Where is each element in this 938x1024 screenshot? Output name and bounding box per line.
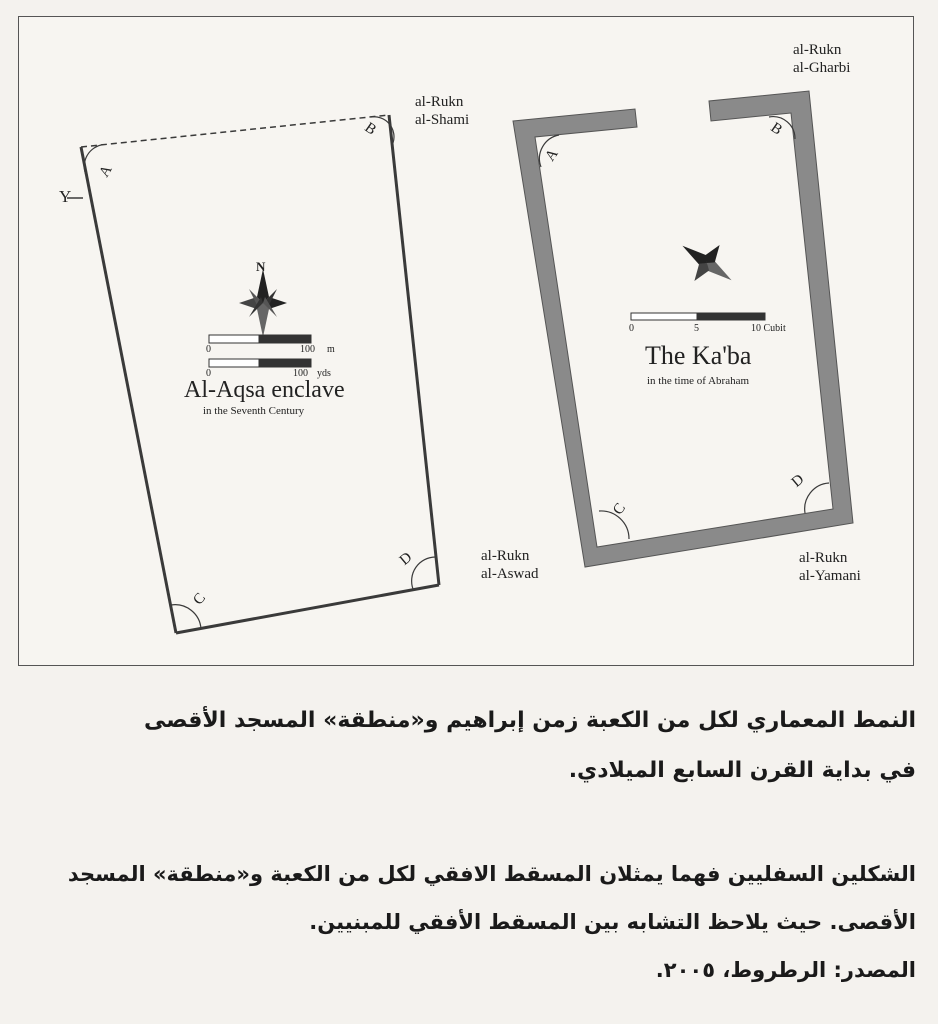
scale-bar-cubit — [631, 313, 765, 320]
label-rukn-gharbi-line1: al-Rukn — [793, 42, 842, 58]
kaaba-corner-label-d: D — [788, 471, 808, 491]
caption-line-4: الأقصى. حيث يلاحظ التشابه بين المسقط الأفقي للمبنيين. — [309, 910, 916, 934]
caption-source: المصدر: الرطروط، ٢٠٠٥. — [655, 958, 916, 982]
label-rukn-yamani-line2: al-Yamani — [799, 568, 861, 584]
al-aqsa-plan — [67, 115, 439, 633]
north-wall-dashed — [81, 115, 389, 147]
scale-bar-yards — [209, 359, 311, 367]
kaaba-corner-label-b: B — [767, 119, 785, 139]
scale-m-end: 100 — [300, 344, 315, 355]
kaaba-corner-label-c: C — [610, 500, 630, 518]
label-rukn-aswad-line2: al-Aswad — [481, 566, 539, 582]
scale-yds-end: 100 — [293, 368, 308, 379]
label-rukn-shami-line1: al-Rukn — [415, 94, 464, 110]
kaaba-title: The Ka'ba — [645, 341, 752, 370]
label-rukn-shami — [415, 93, 469, 129]
label-rukn-yamani — [799, 549, 861, 585]
point-y-label: Y — [59, 187, 72, 206]
kaaba-plan — [513, 91, 853, 567]
figure-frame — [18, 16, 914, 666]
corner-label-a: A — [96, 162, 116, 180]
caption-line-1: النمط المعماري لكل من الكعبة زمن إبراهيم و«منطقة» المسجد الأقصى — [144, 708, 916, 733]
scale-yds-unit: yds — [317, 368, 331, 379]
scale-cubit-end: 10 Cubit — [751, 323, 786, 334]
south-wall — [176, 585, 439, 633]
label-rukn-shami-line2: al-Shami — [415, 112, 470, 128]
corner-label-b: B — [361, 119, 379, 139]
compass-rose-right — [670, 228, 744, 298]
label-rukn-aswad-line1: al-Rukn — [481, 548, 530, 564]
scale-m-start: 0 — [206, 344, 211, 355]
scale-cubit-start: 0 — [629, 323, 634, 334]
label-rukn-yamani-line1: al-Rukn — [799, 550, 848, 566]
label-rukn-gharbi-line2: al-Gharbi — [793, 60, 851, 76]
caption-line-2: في بداية القرن السابع الميلادي. — [568, 758, 916, 783]
compass-rose-left — [239, 269, 287, 337]
al-aqsa-title: Al-Aqsa enclave — [184, 377, 345, 403]
label-rukn-aswad — [481, 547, 538, 583]
east-wall — [389, 115, 439, 585]
caption-line-3: الشكلين السفليين فهما يمثلان المسقط الافقي لكل من الكعبة و«منطقة» المسجد — [67, 862, 916, 886]
kaaba-angle-arc-d — [805, 483, 829, 513]
corner-label-c: C — [190, 590, 209, 609]
west-wall — [81, 147, 176, 633]
kaaba-corner-label-a: A — [542, 146, 562, 165]
label-rukn-gharbi — [793, 41, 850, 77]
scale-m-unit: m — [327, 344, 335, 355]
scale-bar-meters — [209, 335, 311, 343]
corner-label-d: D — [396, 549, 416, 569]
kaaba-wall — [513, 91, 853, 567]
scale-yds-start: 0 — [206, 368, 211, 379]
kaaba-subtitle: in the time of Abraham — [647, 375, 750, 387]
scale-cubit-mid: 5 — [694, 323, 699, 334]
al-aqsa-subtitle: in the Seventh Century — [203, 405, 305, 417]
north-label: N — [256, 259, 266, 274]
